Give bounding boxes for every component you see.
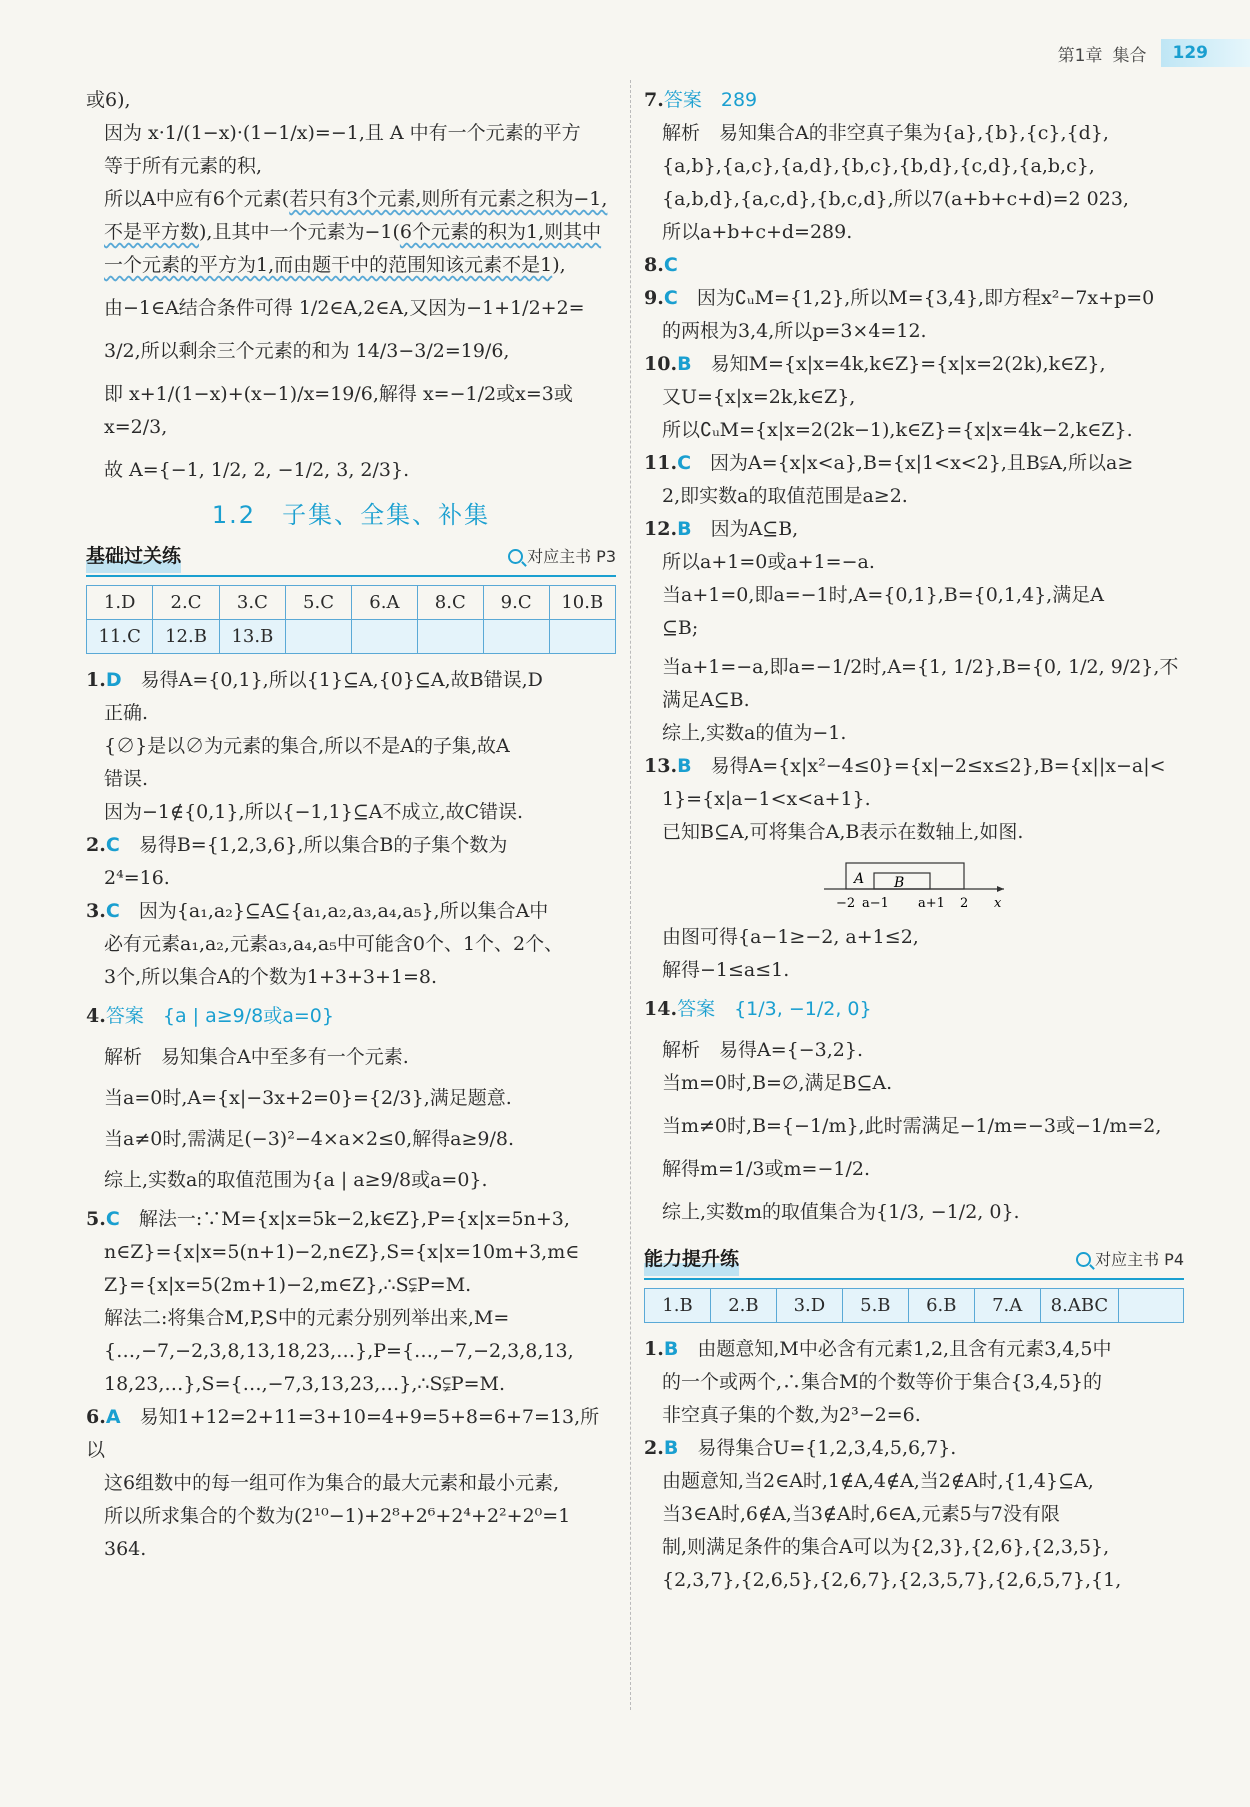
question-10: 10.B 易知M={x|x=4k,k∈Z}={x|x=2(2k),k∈Z}, 又U={x|x=2k,k∈Z}, 所以∁ᵤM={x|x=2(2k−1),k∈Z}={x|x=4k−2,k∈Z}. bbox=[644, 353, 1133, 441]
question-13: 13.B 易得A={x|x²−4≤0}={x|−2≤x≤2},B={x||x−a|< 1}={x|a−1<x<a+1}. 已知B⊆A,可将集合A,B表示在数轴上,如图. A B −2 a−1 a+1 2 x 由图可得{a−1≥−2, a+1≤2, 解得−1≤a≤1. bbox=[644, 755, 1166, 981]
basic-answer-table bbox=[86, 585, 616, 654]
text-line: 等于所有元素的积, bbox=[104, 155, 263, 177]
answer-cell: 8.C bbox=[417, 586, 483, 620]
answer-value: {a | a≥9/8或a=0} bbox=[162, 1005, 334, 1027]
number-line-diagram bbox=[814, 855, 1014, 915]
question-11: 11.C 因为A={x|x<a},B={x|1<x<2},且B⫋A,所以a≥ 2,即实数a的取值范围是a≥2. bbox=[644, 452, 1134, 507]
question-3: 3.C 因为{a₁,a₂}⊆A⊆{a₁,a₂,a₃,a₄,a₅},所以集合A中 必有元素a₁,a₂,元素a₃,a₄,a₅中可能含0个、1个、2个、 3个,所以集合A的个数为1+3+3+1=8. bbox=[86, 900, 564, 988]
question-2: 2.C 易得B={1,2,3,6},所以集合B的子集个数为 2⁴=16. bbox=[86, 834, 508, 889]
basic-practice-title: 基础过关练 bbox=[86, 540, 181, 573]
answer-cell: 5.C bbox=[286, 586, 352, 620]
answer-mark: B bbox=[677, 353, 692, 375]
answer-value: 289 bbox=[720, 89, 758, 111]
answer-cell: 2.B bbox=[710, 1289, 776, 1323]
search-icon bbox=[1076, 1252, 1091, 1267]
tick-label: a−1 bbox=[862, 896, 889, 911]
ability-practice-ref: 对应主书 P4 bbox=[1076, 1243, 1184, 1276]
answer-value: {1/3, −1/2, 0} bbox=[734, 998, 872, 1020]
answer-cell: 7.A bbox=[974, 1289, 1040, 1323]
answer-cell: 3.D bbox=[776, 1289, 842, 1323]
answer-mark: A bbox=[105, 1406, 121, 1428]
right-column bbox=[644, 84, 1184, 1597]
answer-cell: 1.D bbox=[87, 586, 153, 620]
answer-cell: 1.B bbox=[645, 1289, 711, 1323]
set-b-label: B bbox=[894, 875, 905, 891]
answer-cell bbox=[351, 620, 417, 654]
underlined-note: 若只有3个元素,则所有元素之积为−1,不是平方数 bbox=[104, 188, 608, 243]
answer-mark: C bbox=[105, 834, 120, 856]
answer-cell: 5.B bbox=[842, 1289, 908, 1323]
answer-cell: 13.B bbox=[219, 620, 285, 654]
page-number: 129 bbox=[1161, 39, 1250, 67]
answer-cell: 6.A bbox=[351, 586, 417, 620]
question-4: 4.答案 {a | a≥9/8或a=0} 解析 易知集合A中至多有一个元素. 当a=0时,A={x|−3x+2=0}={2/3},满足题意. 当a≠0时,需满足(−3)²−4×a×2≤0,解得a≥9/8. 综上,实数a的取值范围为{a | a≥9/8或a=0}. bbox=[86, 1005, 515, 1191]
answer-mark: D bbox=[105, 669, 122, 691]
answer-cell: 6.B bbox=[908, 1289, 974, 1323]
answer-cell: 11.C bbox=[87, 620, 153, 654]
answer-mark: C bbox=[105, 1208, 120, 1230]
question-8: 8.C bbox=[644, 254, 678, 276]
answer-cell bbox=[549, 620, 615, 654]
section-title: 1.2 子集、全集、补集 bbox=[211, 501, 491, 529]
question-7: 7.答案 289 解析 易知集合A的非空真子集为{a},{b},{c},{d}, {a,b},{a,c},{a,d},{b,c},{b,d},{c,d},{a,b,c}, {a,b,d},{a,c,d},{b,c,d},所以7(a+b+c+d)=2 023, 所以a+b+c+d=289. bbox=[644, 89, 1129, 243]
question-14: 14.答案 {1/3, −1/2, 0} 解析 易得A={−3,2}. 当m=0时,B=∅,满足B⊆A. 当m≠0时,B={−1/m},此时需满足−1/m=−3或−1/m=2, 解得m=1/3或m=−1/2. 综上,实数m的取值集合为{1/3, −1/2, 0}. bbox=[644, 998, 1162, 1223]
ability-practice-title: 能力提升练 bbox=[644, 1243, 739, 1276]
tick-label: 2 bbox=[960, 896, 969, 911]
set-a-label: A bbox=[854, 871, 865, 887]
left-column bbox=[86, 84, 616, 1566]
axis-arrow bbox=[997, 886, 1004, 892]
answer-mark: B bbox=[677, 518, 692, 540]
basic-practice-bar bbox=[86, 540, 616, 577]
ability-practice-bar bbox=[644, 1243, 1184, 1280]
answer-cell bbox=[483, 620, 549, 654]
text-line: 所以A中应有6个元素(若只有3个元素,则所有元素之积为−1,不是平方数),且其中一个元素为−1(6个元素的积为1,则其中一个元素的平方为1,而由题干中的范围知该元素不是1), bbox=[104, 188, 608, 276]
answer-mark: C bbox=[677, 452, 692, 474]
question-9: 9.C 因为∁ᵤM={1,2},所以M={3,4},即方程x²−7x+p=0 的两根为3,4,所以p=3×4=12. bbox=[644, 287, 1155, 342]
chapter-label: 第1章 bbox=[1057, 45, 1103, 66]
answer-mark: C bbox=[663, 287, 678, 309]
answer-cell: 12.B bbox=[153, 620, 219, 654]
answer-cell bbox=[1119, 1289, 1184, 1323]
answer-mark: B bbox=[677, 755, 692, 777]
answer-cell: 2.C bbox=[153, 586, 219, 620]
answer-cell: 9.C bbox=[483, 586, 549, 620]
answer-cell: 8.ABC bbox=[1040, 1289, 1119, 1323]
ability-question-2: 2.B 易得集合U={1,2,3,4,5,6,7}. 由题意知,当2∈A时,1∉A,4∉A,当2∉A时,{1,4}⊆A, 当3∈A时,6∉A,当3∉A时,6∈A,元素5与7没有限 制,则满足条件的集合A可以为{2,3},{2,6},{2,3,5}, {2,3,7},{2,6,5},{2,6,7},{2,3,5,7},{2,6,5,7},{1, bbox=[644, 1437, 1122, 1591]
question-6: 6.A 易知1+12=2+11=3+10=4+9=5+8=6+7=13,所以 这6组数中的每一组可作为集合的最大元素和最小元素, 所以所求集合的个数为(2¹⁰−1)+2⁸+2⁶+2⁴+2²+2⁰=1 364. bbox=[86, 1406, 600, 1560]
text-line: 即 x+1/(1−x)+(x−1)/x=19/6,解得 x=−1/2或x=3或x=2/3, bbox=[104, 383, 573, 438]
axis-label: x bbox=[994, 896, 1002, 911]
tick-label: a+1 bbox=[918, 896, 945, 911]
basic-practice-ref: 对应主书 P3 bbox=[508, 540, 616, 573]
question-1: 1.D 易得A={0,1},所以{1}⊆A,{0}⊆A,故B错误,D 正确. {∅}是以∅为元素的集合,所以不是A的子集,故A 错误. 因为−1∉{0,1},所以{−1,1}⊆A不成立,故C错误. bbox=[86, 669, 543, 823]
question-12: 12.B 因为A⊆B, 所以a+1=0或a+1=−a. 当a+1=0,即a=−1时,A={0,1},B={0,1,4},满足A ⊆B; 当a+1=−a,即a=−1/2时,A={1, 1/2},B={0, 1/2, 9/2},不 满足A⊆B. 综上,实数a的值为−1. bbox=[644, 518, 1179, 744]
ability-question-1: 1.B 由题意知,M中必含有元素1,2,且含有元素3,4,5中 的一个或两个,∴集合M的个数等价于集合{3,4,5}的 非空真子集的个数,为2³−2=6. bbox=[644, 1338, 1112, 1426]
answer-mark: B bbox=[663, 1437, 679, 1459]
answer-mark: C bbox=[663, 254, 678, 276]
search-icon bbox=[508, 549, 523, 564]
text-line: 故 A={−1, 1/2, 2, −1/2, 3, 2/3}. bbox=[104, 459, 410, 481]
answer-mark: C bbox=[105, 900, 120, 922]
ability-answer-table bbox=[644, 1288, 1184, 1323]
chapter-title: 集合 bbox=[1112, 45, 1147, 66]
answer-cell bbox=[417, 620, 483, 654]
question-5: 5.C 解法一:∵M={x|x=5k−2,k∈Z},P={x|x=5n+3, n∈Z}={x|x=5(n+1)−2,n∈Z},S={x|x=10m+3,m∈ Z}={x|x=5(2m+1)−2,m∈Z},∴S⫋P=M. 解法二:将集合M,P,S中的元素分别列举出来,M= {…,−7,−2,3,8,13,18,23,…},P={…,−7,−2,3,8,13, 18,23,…},S={…,−7,3,13,23,…},∴S⫋P=M. bbox=[86, 1208, 580, 1395]
text-line: 因为 x·1/(1−x)·(1−1/x)=−1,且 A 中有一个元素的平方 bbox=[104, 122, 581, 144]
text-line: 或6), bbox=[86, 89, 131, 111]
underlined-note: 6个元素的积为1,则其中一个元素的平方为1,而由题干中的范围知该元素不是1 bbox=[104, 221, 602, 276]
tick-label: −2 bbox=[836, 896, 856, 911]
answer-cell: 3.C bbox=[219, 586, 285, 620]
column-divider bbox=[630, 80, 631, 1710]
answer-cell: 10.B bbox=[549, 586, 615, 620]
answer-cell bbox=[286, 620, 352, 654]
text-line: 3/2,所以剩余三个元素的和为 14/3−3/2=19/6, bbox=[104, 340, 510, 362]
answer-mark: B bbox=[663, 1338, 679, 1360]
text-line: 由−1∈A结合条件可得 1/2∈A,2∈A,又因为−1+1/2+2= bbox=[104, 297, 585, 319]
page-header bbox=[1058, 36, 1250, 70]
